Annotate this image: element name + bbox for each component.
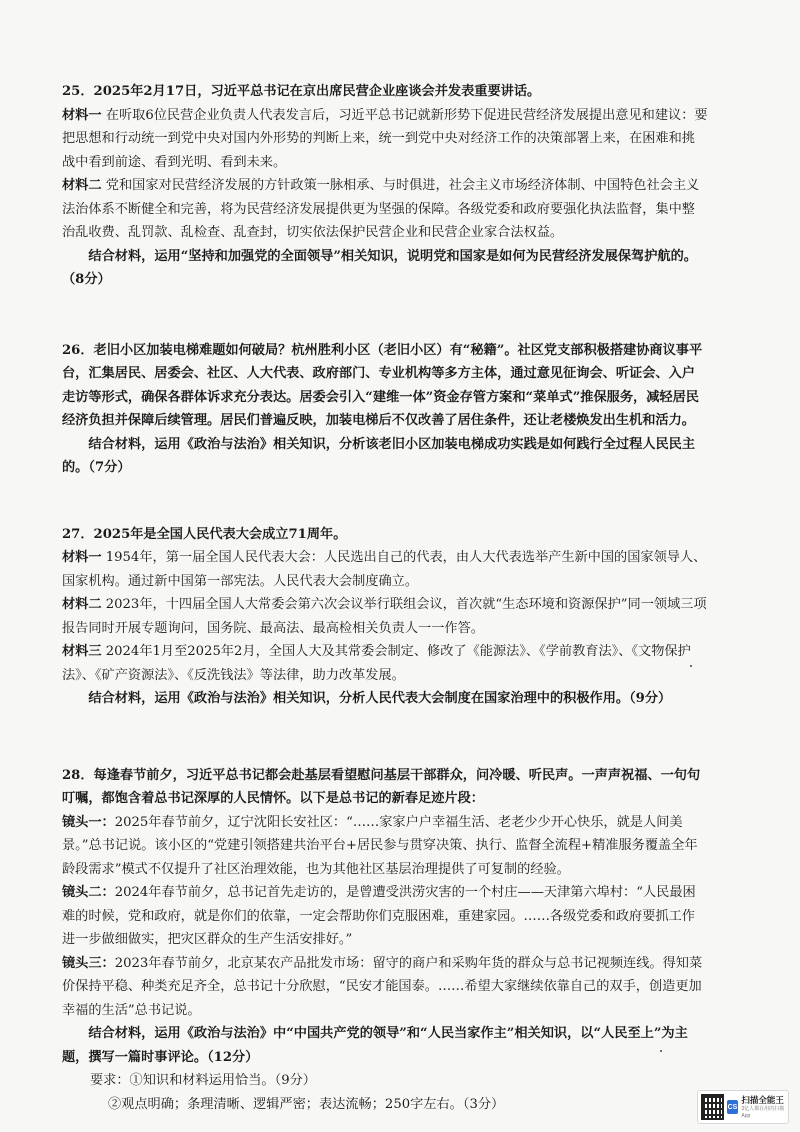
scene-text: 2025年春节前夕，辽宁沈阳长安社区：“……家家户户幸福生活、老老少少开心快乐，就是人间美景。”总书记说。该小区的“党建引领搭建共治平台+居民参与贯穿决策、执行、监督全流程+精准服务覆盖全年龄段需求”模式不仅提升了社区治理效能，也为其他社区基层治理提供了可复制的经验。 [62, 814, 698, 877]
material-label: 材料三 [62, 644, 102, 659]
material-text: 党和国家对民营经济发展的方针政策一脉相承、与时俱进，社会主义市场经济体制、中国特色社会主义法治体系不断健全和完善，将为民营经济发展提供更为坚强的保障。各级党委和政府要强化执法监督，集中整治乱收费、乱罚款、乱检查、乱查封，切实依法保护民营企业和民营企业家合法权益。 [62, 178, 700, 240]
question-26 [62, 339, 708, 480]
camscanner-logo-icon: CS [727, 1100, 739, 1114]
exam-page [62, 80, 708, 1116]
question-27-task: 结合材料，运用《政治与法治》相关知识，分析人民代表大会制度在国家治理中的积极作用。（9分） [88, 691, 672, 706]
question-26-task: 结合材料，运用《政治与法治》相关知识，分析该老旧小区加装电梯成功实践是如何践行全过程人民民主的。（7分） [62, 436, 696, 475]
question-28-title: 28．每逢春节前夕，习近平总书记都会赴基层看望慰问基层干部群众，问冷暖、听民声。一声声祝福、一句句叮嘱，都饱含着总书记深厚的人民情怀。以下是总书记的新春足迹片段： [62, 767, 701, 806]
scene-label: 镜头三： [62, 955, 115, 971]
material-text: 在听取6位民营企业负责人代表发言后，习近平总书记就新形势下促进民营经济发展提出意见和建议：要把思想和行动统一到党中央对国内外形势的判断上来，统一到党中央对经济工作的决策部署上来，在困难和挑战中看到前途、看到光明、看到未来。 [62, 107, 708, 170]
question-27-title: 27．2025年是全国人民代表大会成立71周年。 [62, 526, 347, 542]
material-text: 1954年，第一届全国人民代表大会：人民选出自己的代表，由人大代表选举产生新中国的国家领导人、国家机构。通过新中国第一部宪法。人民代表大会制度确立。 [62, 550, 707, 589]
question-25-material-1 [62, 104, 708, 175]
question-27-material-1 [62, 546, 708, 593]
question-25-material-2 [62, 174, 708, 245]
scanner-watermark [697, 1090, 789, 1124]
scanner-text [741, 1095, 785, 1120]
material-text: 2024年1月至2025年2月，全国人大及其常委会制定、修改了《能源法》、《学前教育法》、《文物保护法》、《矿产资源法》、《反洗钱法》等法律，助力改革发展。 [62, 644, 691, 683]
scan-speck [660, 1050, 662, 1052]
question-28-task: 结合材料，运用《政治与法治》中“中国共产党的领导”和“人民当家作主”相关知识，以“人民至上”为主题，撰写一篇时事评论。（12分） [62, 1026, 688, 1065]
question-25-title: 25．2025年2月17日，习近平总书记在京出席民营企业座谈会并发表重要讲话。 [62, 84, 541, 99]
question-28 [62, 764, 708, 1117]
question-27 [62, 523, 708, 711]
scene-label: 镜头一： [62, 814, 115, 830]
material-label: 材料二 [62, 178, 102, 193]
question-25 [62, 80, 708, 292]
scene-text: 2024年春节前夕，总书记首先走访的，是曾遭受洪涝灾害的一个村庄——天津第六埠村：“人民最困难的时候，党和政府，就是你们的依靠，一定会帮助你们克服困难，重建家园。……各级党委和政府要抓工作进一步做细做实，把灾区群众的生产生活安排好。” [62, 885, 696, 947]
material-label: 材料一 [62, 550, 102, 565]
material-label: 材料一 [62, 107, 102, 123]
question-25-task: 结合材料，运用“坚持和加强党的全面领导”相关知识，说明党和国家是如何为民营经济发展保驾护航的。（8分） [62, 248, 697, 287]
material-label: 材料二 [62, 597, 102, 612]
question-27-material-2 [62, 593, 708, 640]
scene-label: 镜头二： [62, 885, 115, 900]
question-28-requirement-2: ②观点明确；条理清晰、逻辑严密；表达流畅；250字左右。（3分） [108, 1096, 505, 1112]
question-28-scene-3 [62, 952, 708, 1023]
question-26-title: 26．老旧小区加装电梯难题如何破局？杭州胜利小区（老旧小区）有“秘籍”。社区党支部积极搭建协商议事平台，汇集居民、居委会、社区、人大代表、政府部门、专业机构等多方主体，通过意见征询会、听证会、入户走访等形式，确保各群体诉求充分表达。居委会引入“建维一体”资金存管方案和“菜单式”推保服务，减轻居民经济负担并保障后续管理。居民们普遍反映，加装电梯后不仅改善了居住条件，还让老楼焕发出生机和活力。 [62, 342, 703, 428]
question-28-scene-2 [62, 881, 708, 952]
scene-text: 2023年春节前夕，北京某农产品批发市场：留守的商户和采购年货的群众与总书记视频连线。得知菜价保持平稳、种类充足齐全，总书记十分欣慰，“民安才能国泰。……希望大家继续依靠自己的双手，创造更加幸福的生活”总书记说。 [62, 955, 703, 1018]
qr-code-icon [701, 1094, 724, 1120]
scan-speck [690, 665, 692, 667]
question-27-material-3 [62, 640, 708, 687]
scanner-name: 扫描全能王 [741, 1094, 784, 1105]
scanner-subtitle: 3亿人都在用的扫描App [741, 1105, 785, 1119]
material-text: 2023年，十四届全国人大常委会第六次会议举行联组会议，首次就“生态环境和资源保护”同一领域三项报告同时开展专题询问，国务院、最高法、最高检相关负责人一一作答。 [62, 597, 707, 636]
question-28-scene-1 [62, 811, 708, 882]
question-28-requirement-1: 要求：①知识和材料运用恰当。（9分） [90, 1073, 316, 1088]
